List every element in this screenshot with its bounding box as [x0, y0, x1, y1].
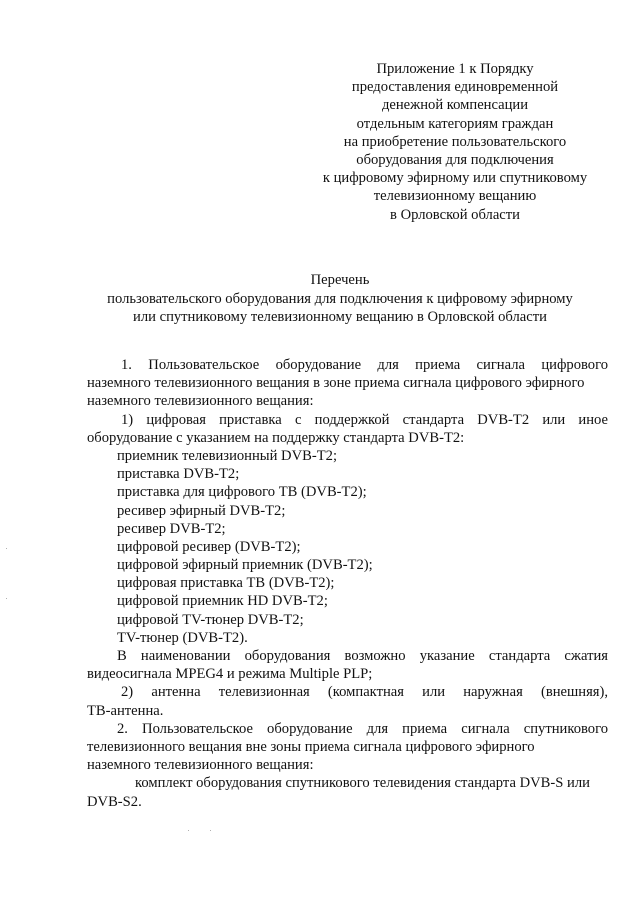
subparagraph-line: оборудование с указанием на поддержку стандарта DVB-T2:	[87, 429, 465, 446]
list-item: цифровая приставка ТВ (DVB-T2);	[117, 575, 335, 592]
appendix-line: отдельным категориям граждан	[356, 115, 554, 132]
scan-speck	[188, 830, 189, 831]
paragraph-line: наземного телевизионного вещания в зоне приема сигнала цифрового эфирного	[87, 375, 585, 392]
list-item: ресивер DVB-T2;	[117, 520, 226, 537]
appendix-line: к цифровому эфирному или спутниковому	[322, 170, 588, 187]
list-item: комплект оборудования спутникового телевидения стандарта DVB-S или	[135, 775, 590, 792]
paragraph-line: телевизионного вещания вне зоны приема сигнала цифрового эфирного	[87, 738, 535, 755]
document-body	[87, 356, 608, 811]
appendix-line: оборудования для подключения	[356, 152, 554, 169]
appendix-line: на приобретение пользовательского	[343, 133, 567, 150]
appendix-header	[290, 60, 620, 224]
appendix-line: в Орловской области	[390, 206, 520, 223]
scan-speck	[210, 830, 211, 831]
list-item: цифровой приемник HD DVB-T2;	[117, 593, 328, 610]
paragraph-line: 2. Пользовательское оборудование для приема сигнала спутникового	[117, 720, 608, 737]
appendix-line: телевизионному вещанию	[373, 188, 537, 205]
appendix-line: Приложение 1 к Порядку	[376, 61, 534, 77]
list-item: приставка для цифрового ТВ (DVB-T2);	[117, 484, 367, 501]
paragraph-line: наземного телевизионного вещания:	[87, 393, 314, 410]
document-title	[60, 271, 620, 327]
list-item: приставка DVB-T2;	[117, 466, 240, 483]
subparagraph-line: 1) цифровая приставка с поддержкой стандарта DVB-T2 или иное	[121, 411, 608, 428]
list-item: приемник телевизионный DVB-T2;	[117, 447, 337, 464]
paragraph-line: 1. Пользовательское оборудование для приема сигнала цифрового	[121, 357, 608, 373]
note-line: В наименовании оборудования возможно указание стандарта сжатия	[117, 648, 608, 664]
title-heading: Перечень	[310, 272, 370, 288]
title-line: пользовательского оборудования для подключения к цифровому эфирному	[107, 290, 573, 307]
list-item: цифровой TV-тюнер DVB-T2;	[117, 611, 304, 628]
appendix-line: денежной компенсации	[381, 97, 529, 114]
list-item: DVB-S2.	[87, 793, 142, 810]
list-item: TV-тюнер (DVB-T2).	[117, 629, 248, 646]
scan-speck	[6, 598, 7, 599]
list-item: ресивер эфирный DVB-T2;	[117, 502, 286, 519]
subparagraph-line: 2) антенна телевизионная (компактная или наружная (внешняя),	[121, 684, 608, 701]
list-item: цифровой эфирный приемник (DVB-T2);	[117, 557, 373, 574]
scan-speck	[6, 548, 7, 549]
title-line: или спутниковому телевизионному вещанию в Орловской области	[133, 309, 547, 325]
appendix-line: предоставления единовременной	[351, 79, 559, 96]
list-item: цифровой ресивер (DVB-T2);	[117, 538, 301, 555]
subparagraph-line: ТВ-антенна.	[87, 702, 164, 719]
paragraph-line: наземного телевизионного вещания:	[87, 757, 314, 774]
note-line: видеосигнала MPEG4 и режима Multiple PLP;	[87, 666, 373, 683]
